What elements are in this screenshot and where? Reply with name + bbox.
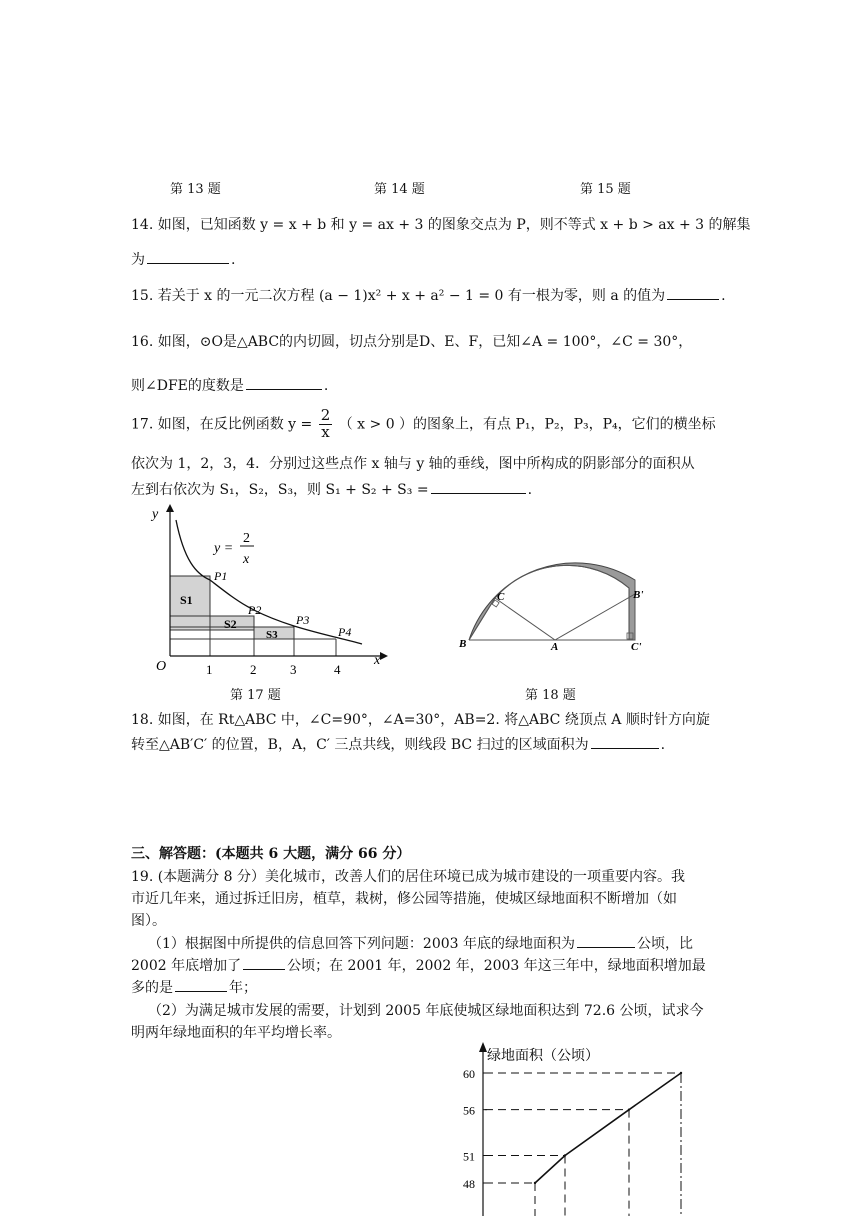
q17-line1 [131, 408, 716, 441]
q19-blank-2[interactable] [243, 955, 285, 970]
q17-line3-suffix: . [527, 482, 533, 498]
green-area-chart [455, 1040, 715, 1216]
label-x: x [374, 653, 381, 668]
caption-q18: 第 18 题 [525, 688, 576, 703]
chart-series-line [535, 1073, 681, 1183]
label-c-prime: C' [631, 641, 642, 653]
label-b-prime: B' [633, 589, 644, 601]
q18-answer-blank[interactable] [591, 734, 659, 749]
q17-line3 [131, 479, 532, 499]
caption-q14: 第 14 题 [374, 182, 425, 197]
q15-line [131, 285, 726, 305]
q17-fraction [319, 408, 333, 441]
q14-answer-blank[interactable] [147, 249, 229, 264]
chart-y-tick: 48 [463, 1177, 475, 1191]
q19-p1-line2-suffix: 公顷；在 2001 年，2002 年，2003 年这三年中，绿地面积增加最 [287, 958, 706, 974]
q19-p1-line2-prefix: 2002 年底增加了 [131, 958, 242, 974]
chart-y-label: 绿地面积（公顷） [487, 1049, 599, 1064]
figure-17 [140, 500, 400, 680]
label-p3: P3 [296, 613, 310, 627]
label-s1: S1 [180, 593, 193, 607]
label-origin: O [156, 659, 167, 674]
label-c: C [497, 591, 505, 603]
chart-y-tick: 60 [463, 1067, 475, 1081]
tick-1: 1 [206, 662, 213, 677]
chart-y-tick: 56 [463, 1103, 475, 1118]
eq-num: 2 [243, 531, 250, 546]
section-3-title: 三、解答题：(本题共 6 大题，满分 66 分） [131, 846, 411, 862]
q17-line1-suffix: （ x > 0 ）的图象上，有点 P₁，P₂，P₃，P₄，它们的横坐标 [338, 416, 716, 433]
q16-line2-suffix: . [323, 378, 329, 394]
q16-line2-prefix: 则∠DFE的度数是 [131, 378, 244, 394]
q19-p1-line1-suffix: 公顷，比 [637, 936, 693, 952]
q16-answer-blank[interactable] [246, 375, 322, 390]
q14-line1: 14. 如图，已知函数 y = x + b 和 y = ax + 3 的图象交点为 P，则不等式 x + b > ax + 3 的解集 [131, 217, 751, 233]
label-p1: P1 [214, 569, 228, 583]
q19-line3: 图）。 [131, 913, 166, 929]
q19-p1-line2 [131, 955, 706, 975]
q19-p1-line1 [148, 933, 693, 953]
tick-3: 3 [290, 662, 297, 677]
chart-point [680, 1072, 682, 1074]
q18-line2-suffix: . [660, 737, 666, 753]
q14-line2-prefix: 为 [131, 252, 145, 268]
q14-line2 [131, 249, 235, 269]
label-p4: P4 [338, 625, 352, 639]
q19-p1-line3 [131, 977, 257, 997]
q15-suffix: . [721, 288, 726, 304]
chart-point [564, 1154, 566, 1156]
q18-line2-prefix: 转至△AB′C′ 的位置，B，A，C′ 三点共线，则线段 BC 扫过的区域面积为 [131, 737, 589, 753]
label-s2: S2 [224, 617, 237, 631]
q14-line2-suffix: . [231, 252, 236, 268]
q19-blank-3[interactable] [175, 977, 227, 992]
q19-line2: 市近几年来，通过拆迁旧房，植草，栽树，修公园等措施，使城区绿地面积不断增加（如 [131, 891, 677, 907]
label-s3: S3 [266, 629, 278, 641]
q17-frac-den: x [321, 422, 330, 441]
q19-p1-line3-suffix: 年； [229, 980, 257, 996]
tick-4: 4 [334, 662, 341, 677]
label-y: y [152, 507, 159, 522]
chart-point [628, 1108, 630, 1110]
label-p2: P2 [248, 603, 262, 617]
q17-line2: 依次为 1，2，3，4．分别过这些点作 x 轴与 y 轴的垂线，图中所构成的阴影部分的面积从 [131, 456, 695, 472]
q17-answer-blank[interactable] [431, 479, 526, 494]
chart-y-tick: 51 [463, 1149, 475, 1164]
figure-18 [455, 540, 660, 655]
label-a: A [551, 641, 559, 653]
q16-line2 [131, 375, 328, 395]
q19-p2-line1: （2）为满足城市发展的需要，计划到 2005 年底使城区绿地面积达到 72.6 公顷，试求今 [148, 1003, 704, 1019]
caption-q17: 第 17 题 [230, 688, 281, 703]
q19-p1-line1-prefix: （1）根据图中所提供的信息回答下列问题：2003 年底的绿地面积为 [148, 936, 575, 952]
tick-2: 2 [250, 662, 257, 677]
q17-line3-prefix: 左到右依次为 S₁，S₂，S₃，则 S₁ + S₂ + S₃ = [131, 482, 429, 498]
q19-p2-line2: 明两年绿地面积的年平均增长率。 [131, 1025, 341, 1041]
label-b: B [459, 638, 467, 650]
q18-line2 [131, 734, 665, 754]
q17-frac-num: 2 [320, 406, 331, 424]
caption-q15: 第 15 题 [580, 182, 631, 197]
eq-den: x [243, 552, 250, 567]
q15-answer-blank[interactable] [667, 285, 719, 300]
q18-line1: 18. 如图，在 Rt△ABC 中，∠C=90°，∠A=30°，AB=2. 将△ABC 绕顶点 A 顺时针方向旋 [131, 712, 710, 728]
caption-q13: 第 13 题 [170, 182, 221, 197]
q17-eq-left: y = [288, 416, 313, 433]
q19-line1: 19. (本题满分 8 分）美化城市，改善人们的居住环境已成为城市建设的一项重要内容。我 [131, 869, 685, 885]
eq-lhs: y = [214, 541, 234, 556]
q19-blank-1[interactable] [577, 933, 635, 948]
q15-prefix: 15. 若关于 x 的一元二次方程 (a − 1)x² + x + a² − 1 = 0 有一根为零，则 a 的值为 [131, 288, 666, 304]
q17-line1-prefix: 17. 如图，在反比例函数 [131, 416, 284, 433]
q16-line1: 16. 如图，⊙O是△ABC的内切圆，切点分别是D、E、F，已知∠A = 100°，∠C = 30°， [131, 334, 693, 350]
chart-point [534, 1182, 536, 1184]
q19-p1-line3-prefix: 多的是 [131, 980, 173, 996]
